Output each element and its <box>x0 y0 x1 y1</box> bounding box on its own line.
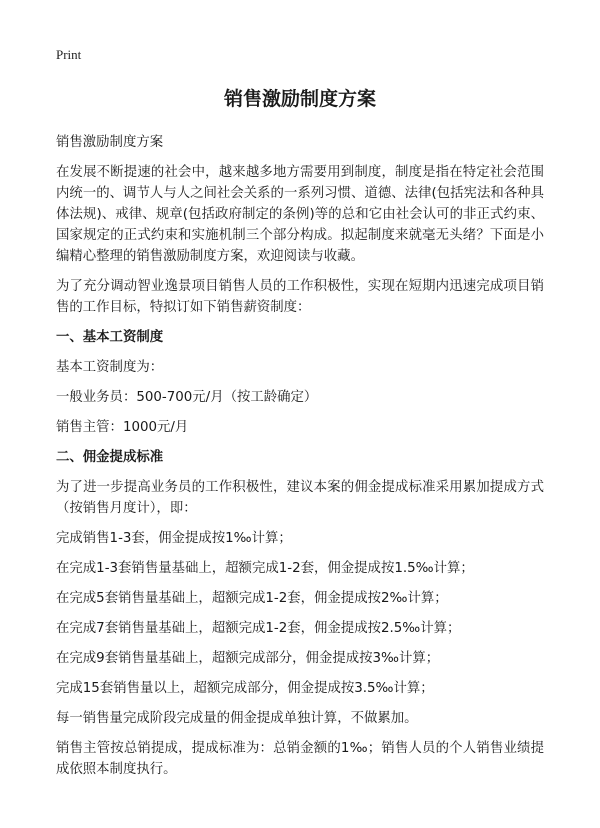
section-paragraph: 为了进一步提高业务员的工作积极性，建议本案的佣金提成标准采用累加提成方式（按销售月度计），即： <box>56 480 544 516</box>
section-paragraph: 完成15套销售量以上，超额完成部分，佣金提成按3.5‰计算； <box>56 681 434 696</box>
section-paragraph: 每一销售量完成阶段完成量的佣金提成单独计算，不做累加。 <box>56 711 418 726</box>
section-heading: 二、佣金提成标准 <box>56 450 164 465</box>
intro-paragraph: 在发展不断提速的社会中，越来越多地方需要用到制度，制度是指在特定社会范围内统一的、调节人与人之间社会关系的一系列习惯、道德、法律(包括宪法和各种具体法规)、戒律、规章(包括政府制定的条例)等的总和它由社会认可的非正式约束、国家规定的正式约束和实施机制三个部分构成。拟起制度来就毫无头绪？下面是小编精心整理的销售激励制度方案，欢迎阅读与收藏。 <box>56 165 544 264</box>
section-heading: 一、基本工资制度 <box>56 330 164 345</box>
section-paragraph: 在完成9套销售量基础上，超额完成部分，佣金提成按3‰计算； <box>56 651 440 666</box>
section-paragraph: 基本工资制度为： <box>56 360 164 375</box>
section-paragraph: 完成销售1-3套，佣金提成按1‰计算； <box>56 531 292 546</box>
section-paragraph: 在完成1-3套销售量基础上，超额完成1-2套，佣金提成按1.5‰计算； <box>56 561 474 576</box>
section-paragraph: 一般业务员：500-700元/月（按工龄确定） <box>56 390 318 405</box>
intro-paragraph: 为了充分调动智业逸景项目销售人员的工作积极性，实现在短期内迅速完成项目销售的工作目标，特拟订如下销售薪资制度： <box>56 279 544 315</box>
section-paragraph: 在完成7套销售量基础上，超额完成1-2套，佣金提成按2.5‰计算； <box>56 621 461 636</box>
document-subtitle: 销售激励制度方案 <box>56 135 164 150</box>
print-link[interactable]: Print <box>56 47 82 62</box>
section-paragraph: 在完成5套销售量基础上，超额完成1-2套，佣金提成按2‰计算； <box>56 591 448 606</box>
section-paragraph: 销售主管按总销提成，提成标准为：总销金额的1‰；销售人员的个人销售业绩提成依照本制度执行。 <box>56 741 544 777</box>
document-title: 销售激励制度方案 <box>223 88 376 110</box>
section-paragraph: 销售主管：1000元/月 <box>56 420 189 435</box>
